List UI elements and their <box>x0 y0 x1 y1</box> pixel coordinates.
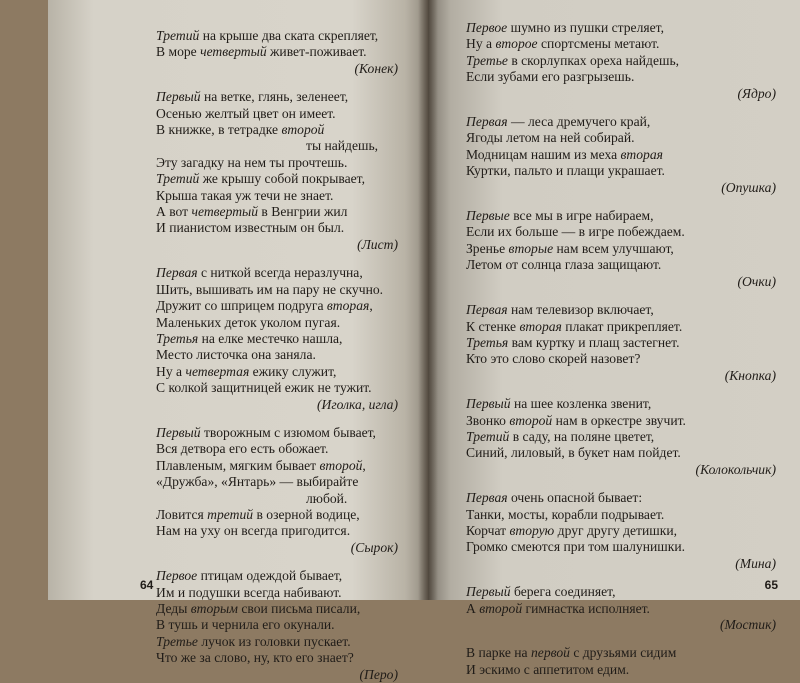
riddle-line <box>156 106 402 122</box>
riddle-line <box>156 523 402 539</box>
riddle-answer: (Иголка, игла) <box>317 396 398 412</box>
riddle-line <box>466 53 780 69</box>
text-run: спортсмены метают. <box>537 36 660 52</box>
italic-word: второй <box>319 457 363 473</box>
text-run: Эту загадку на нем ты прочтешь. <box>156 154 348 170</box>
riddle-answer: (Конек) <box>354 60 398 76</box>
riddle-line <box>156 89 402 105</box>
riddle-line <box>466 257 780 273</box>
riddle-line <box>156 601 402 617</box>
riddle-line <box>466 584 780 600</box>
text-run: Модницам нашим из меха <box>466 146 621 162</box>
italic-word: Первый <box>156 424 201 440</box>
text-run: в саду, на поляне цветет, <box>509 428 655 444</box>
italic-word: второе <box>495 36 538 52</box>
text-run: , <box>362 457 366 473</box>
riddle-answer: (Очки) <box>737 273 776 289</box>
text-run: Вся детвора его есть обожает. <box>156 441 329 457</box>
text-run: И пианистом известным он был. <box>156 220 345 236</box>
italic-word: четвертый <box>200 44 267 60</box>
riddle-line <box>156 44 402 60</box>
text-run: с ниткой всегда неразлучна, <box>197 265 363 281</box>
riddle-answer: (Лист) <box>357 236 398 252</box>
riddle-answer: (Колокольчик) <box>695 461 776 477</box>
italic-word: Третья <box>466 334 509 350</box>
riddle-line <box>466 645 780 661</box>
page-number-left: 64 <box>140 578 154 592</box>
riddle <box>466 114 780 196</box>
text-run: все мы в игре набираем, <box>509 208 654 224</box>
text-run: Синий, лиловый, в букет нам пойдет. <box>466 445 681 461</box>
riddle <box>466 20 780 102</box>
italic-word: первой <box>530 645 570 661</box>
riddle-line <box>156 155 402 171</box>
riddle-line <box>156 347 402 363</box>
riddle <box>466 208 780 290</box>
text-run: Кто это слово скорей назовет? <box>466 351 641 367</box>
text-run: в озерной водице, <box>253 506 360 522</box>
riddle-answer: (Мостик) <box>720 617 776 632</box>
riddle-line <box>156 474 402 490</box>
riddle-line <box>466 351 780 367</box>
italic-word: Первое <box>156 568 198 584</box>
italic-word: Первые <box>466 208 510 224</box>
text-run: нам всем улучшают, <box>553 240 674 256</box>
italic-word: Третий <box>466 428 510 444</box>
riddle <box>156 568 402 683</box>
riddle-line <box>466 413 780 429</box>
riddle-answer: (Ядро) <box>737 85 776 101</box>
text-run: Куртки, пальто и плащи украшает. <box>466 163 665 179</box>
riddle-line <box>156 122 402 138</box>
text-run: Маленьких деток уколом пугая. <box>156 314 341 330</box>
text-run: Ну а <box>156 363 186 379</box>
riddle-line <box>466 302 780 318</box>
riddle-line <box>466 20 780 36</box>
italic-word: вторая <box>620 146 663 162</box>
riddle-line <box>156 650 402 666</box>
right-page <box>428 0 800 677</box>
text-run: Ловится <box>156 506 208 522</box>
italic-word: вторую <box>509 522 555 538</box>
text-run: Ну а <box>466 36 496 52</box>
riddle-line <box>156 491 402 507</box>
text-run: в скорлупках ореха найдешь, <box>507 52 680 68</box>
riddle-line <box>156 138 402 154</box>
text-run: В парке на <box>466 645 531 661</box>
italic-word: второй <box>281 122 325 138</box>
riddle-line <box>156 298 402 314</box>
riddle-line <box>466 490 780 506</box>
riddle <box>466 645 780 678</box>
text-run: на крыше два ската скрепляет, <box>199 28 379 43</box>
text-run: очень опасной бывает: <box>507 490 643 506</box>
italic-word: Первое <box>466 20 508 35</box>
text-run: ты найдешь, <box>306 138 379 154</box>
text-run: Дружит со шприцем подруга <box>156 298 327 314</box>
text-run: С колкой защитницей ежик не тужит. <box>156 380 372 396</box>
riddle-line <box>156 315 402 331</box>
italic-word: Третье <box>156 633 198 649</box>
riddle-line <box>156 204 402 220</box>
riddle-line <box>466 163 780 179</box>
text-run: Летом от солнца глаза защищают. <box>466 257 662 273</box>
text-run: Что же за слово, ну, кто его знает? <box>156 650 354 666</box>
riddle-line <box>156 441 402 457</box>
text-run: Осенью желтый цвет он имеет. <box>156 105 336 121</box>
riddle-line <box>466 114 780 130</box>
riddle-line <box>156 617 402 633</box>
riddle <box>156 265 402 413</box>
text-run: К стенке <box>466 318 520 334</box>
riddle-line <box>466 224 780 240</box>
riddle <box>466 584 780 633</box>
text-run: птицам одеждой бывает, <box>197 568 343 584</box>
text-run: Крыша такая уж течи не знает. <box>156 187 334 203</box>
italic-word: вторая <box>326 298 370 314</box>
text-run: свои письма писали, <box>237 601 361 616</box>
riddle-line <box>156 331 402 347</box>
riddle-line <box>466 507 780 523</box>
riddle-line <box>466 130 780 146</box>
riddle-line <box>466 662 780 678</box>
riddle <box>156 28 402 77</box>
riddle-line <box>466 429 780 445</box>
text-run: нам в оркестре звучит. <box>552 412 686 428</box>
italic-word: вторым <box>190 601 238 616</box>
text-run: Если зубами его разгрызешь. <box>466 69 635 85</box>
riddle-line <box>156 425 402 441</box>
text-run: любой. <box>306 490 348 506</box>
riddle <box>466 490 780 572</box>
text-run: лучок из головки пускает. <box>197 633 351 649</box>
text-run: творожным с изюмом бывает, <box>200 424 376 440</box>
text-run: берега соединяет, <box>510 584 616 600</box>
italic-word: второй <box>479 600 523 616</box>
text-run: Им и подушки всегда набивают. <box>156 584 342 600</box>
riddle-line <box>466 147 780 163</box>
text-run: Шить, вышивать им на пару не скучно. <box>156 281 384 297</box>
text-run: Корчат <box>466 522 510 538</box>
italic-word: Первый <box>156 89 201 105</box>
text-run: Зренье <box>466 240 509 256</box>
text-run: А вот <box>156 204 192 220</box>
riddle-line <box>156 507 402 523</box>
italic-word: четвертый <box>191 204 259 220</box>
italic-word: Третий <box>156 171 200 187</box>
text-run: живет-поживает. <box>266 44 367 60</box>
text-run: И эскимо с аппетитом едим. <box>466 661 630 677</box>
riddle-line <box>466 335 780 351</box>
riddle-line <box>156 568 402 584</box>
riddle-line <box>466 445 780 461</box>
text-run: В море <box>156 44 201 60</box>
riddle <box>466 396 780 478</box>
text-run: вам куртку и плащ застегнет. <box>508 334 680 350</box>
riddle-line <box>156 188 402 204</box>
italic-word: Третье <box>466 52 508 68</box>
text-run: в Венгрии жил <box>258 204 348 220</box>
riddle-line <box>466 319 780 335</box>
riddle-line <box>466 601 780 617</box>
italic-word: Первый <box>466 396 511 412</box>
italic-word: второй <box>509 412 553 428</box>
riddle-line <box>156 171 402 187</box>
italic-word: Третья <box>156 330 199 346</box>
text-run: на шее козленка звенит, <box>510 396 652 412</box>
riddle-answer: (Кнопка) <box>724 367 776 383</box>
text-run: ежику служит, <box>249 363 337 379</box>
text-run: Если их больше — в игре побеждаем. <box>466 224 685 240</box>
text-run: В книжке, в тетрадке <box>156 122 282 138</box>
riddle <box>156 89 402 253</box>
riddle-line <box>156 364 402 380</box>
text-run: Ягоды летом на ней собирай. <box>466 130 635 146</box>
riddle-line <box>156 458 402 474</box>
italic-word: вторая <box>519 318 562 334</box>
riddle-answer: (Перо) <box>359 666 398 682</box>
text-run: «Дружба», «Янтарь» — выбирайте <box>156 474 359 490</box>
text-run: Деды <box>156 601 191 616</box>
text-run: Танки, мосты, корабли подрывает. <box>466 506 665 522</box>
riddle-answer: (Мина) <box>735 555 776 571</box>
book-spine <box>418 0 438 600</box>
italic-word: четвертая <box>185 363 250 379</box>
italic-word: Первая <box>466 114 508 130</box>
text-run: , <box>369 298 373 314</box>
text-run: друг другу детишки, <box>554 522 677 538</box>
italic-word: Третий <box>156 28 200 43</box>
italic-word: Первая <box>466 490 508 506</box>
text-run: А <box>466 600 480 616</box>
riddle-line <box>156 220 402 236</box>
text-run: плакат прикрепляет. <box>561 318 683 334</box>
text-run: шумно из пушки стреляет, <box>507 20 664 35</box>
riddle-line <box>156 282 402 298</box>
text-run: Плавленым, мягким бывает <box>156 457 320 473</box>
left-page <box>48 0 428 682</box>
right-riddles <box>466 20 780 678</box>
riddle-line <box>466 539 780 555</box>
text-run: — леса дремучего край, <box>507 114 651 130</box>
text-run: В тушь и чернила его окунали. <box>156 617 335 633</box>
riddle-line <box>156 585 402 601</box>
page-number-right: 65 <box>764 578 778 592</box>
italic-word: вторые <box>508 240 554 256</box>
text-run: нам телевизор включает, <box>507 302 654 318</box>
italic-word: третий <box>207 506 254 522</box>
text-run: гимнастка исполняет. <box>522 600 650 616</box>
italic-word: Первая <box>156 265 198 281</box>
text-run: на ветке, глянь, зеленеет, <box>200 89 349 105</box>
text-run: с друзьями сидим <box>569 645 677 661</box>
riddle-line <box>156 28 402 44</box>
italic-word: Первая <box>466 302 508 318</box>
text-run: Место листочка она заняла. <box>156 347 316 363</box>
text-run: Нам на уху он всегда пригодится. <box>156 523 351 539</box>
riddle-line <box>466 69 780 85</box>
riddle-line <box>466 208 780 224</box>
riddle <box>466 302 780 384</box>
text-run: на елке местечко нашла, <box>198 330 343 346</box>
riddle-line <box>466 523 780 539</box>
left-riddles <box>156 28 402 683</box>
riddle-answer: (Сырок) <box>350 539 398 555</box>
riddle <box>156 425 402 556</box>
riddle-line <box>466 36 780 52</box>
riddle-line <box>466 396 780 412</box>
riddle-line <box>156 380 402 396</box>
text-run: Звонко <box>466 412 510 428</box>
italic-word: Первый <box>466 584 511 600</box>
riddle-line <box>156 265 402 281</box>
riddle-answer: (Опушка) <box>721 179 776 195</box>
text-run: Громко смеются при том шалунишки. <box>466 539 686 555</box>
text-run: же крышу собой покрывает, <box>199 171 365 187</box>
riddle-line <box>466 241 780 257</box>
riddle-line <box>156 634 402 650</box>
